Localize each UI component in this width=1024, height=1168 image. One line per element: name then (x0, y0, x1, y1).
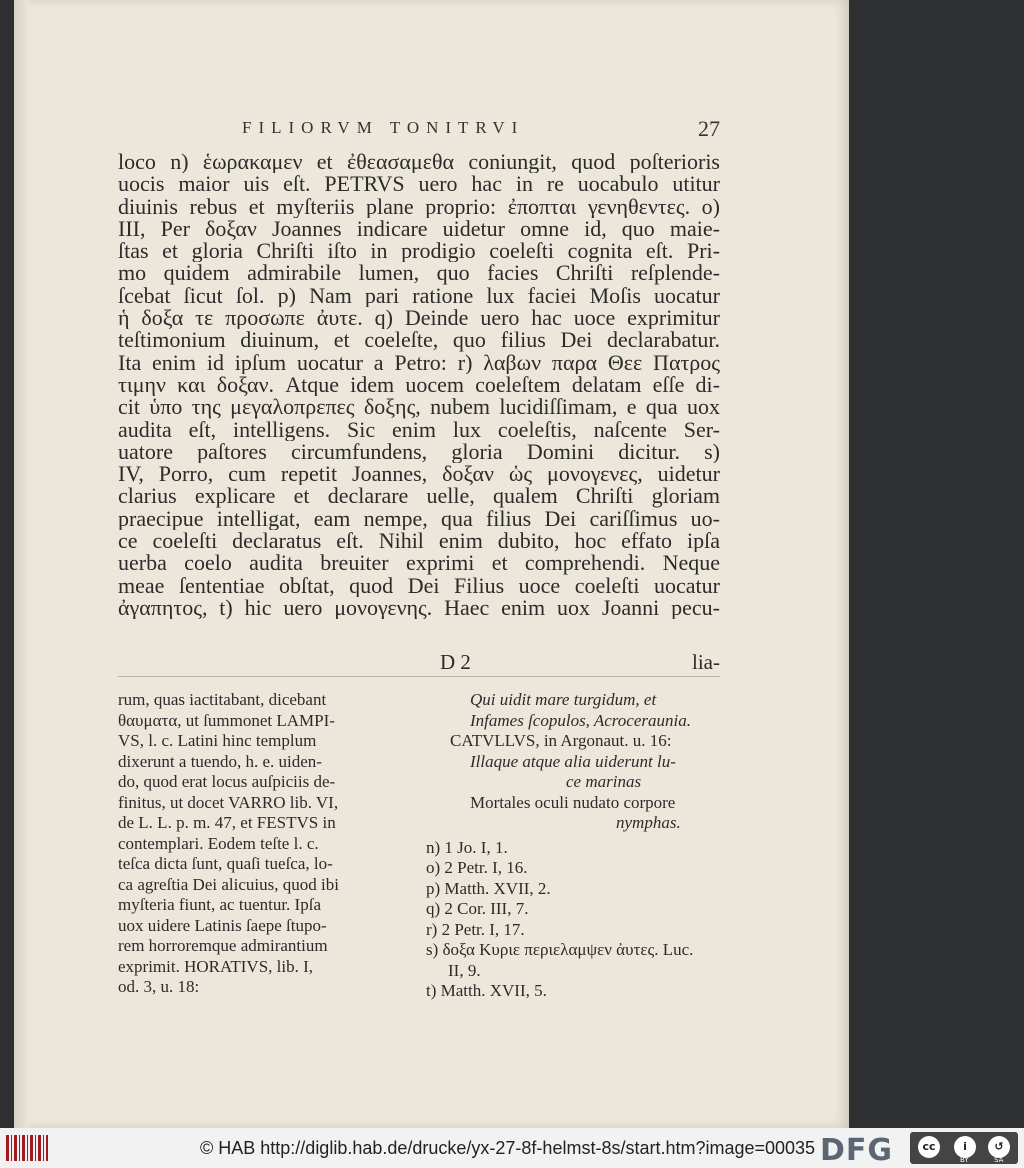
footnote-list (426, 838, 722, 1002)
note-line: rum, quas iactitabant, dicebant (118, 690, 327, 709)
text-line: uatore paſtores circumfundens, gloria Domini dicitur. s) (118, 440, 720, 464)
note-line: contemplari. Eodem teſte l. c. (118, 833, 319, 853)
license-label-sa: SA (994, 1156, 1004, 1164)
text-line: III, Per δοξαν Joannes indicare uidetur omne id, quo maie- (118, 217, 720, 241)
text-line: Ita enim id ipſum uocatur a Petro: r) λαβων παρα Θεε Πατρος (118, 351, 720, 374)
note-line: uox uidere Latinis ſaepe ſtupo- (118, 915, 327, 935)
book-page (14, 0, 849, 1128)
note-line: teſca dicta ſunt, quaſi tueſca, lo- (118, 854, 333, 873)
text-line: meae ſententiae obſtat, quod Dei Filius uoce coeleſti uocatur (118, 574, 720, 597)
note-line: θαυματα, ut ſummonet LAMPI- (118, 710, 335, 730)
text-line: mo quidem admirabile lumen, quo facies Chriſti reſplende- (118, 262, 720, 285)
text-line: ce coeleſti declaratus eſt. Nihil enim dubito, hoc effato ipſa (118, 530, 720, 553)
footnote: II, 9. (448, 960, 481, 980)
text-line: audita eſt, intelligens. Sic enim lux coeleſtis, naſcente Ser- (118, 418, 720, 441)
footnote: n) 1 Jo. I, 1. (426, 837, 508, 857)
note-line: de L. L. p. m. 47, et FESTVS in (118, 813, 336, 832)
text-line: ἡ δοξα τε προσωπε ἀυτε. q) Deinde uero hac uoce exprimitur (118, 307, 720, 330)
note-right-column (426, 690, 722, 1002)
license-badge[interactable] (910, 1132, 1018, 1164)
text-line: τιμην και δοξαν. Atque idem uocem coeleſtem delatam eſſe di- (118, 373, 720, 397)
text-line: praecipue intelligat, eam nempe, qua filius Dei cariſſimus uo- (118, 507, 720, 531)
note-line: exprimit. HORATIVS, lib. I, (118, 956, 314, 976)
catchword: lia- (692, 650, 720, 674)
footnote: t) Matth. XVII, 5. (426, 981, 547, 1000)
note-line: od. 3, u. 18: (118, 977, 200, 996)
text-line: uocis maior uis eſt. PETRVS uero hac in re uocabulo utitur (118, 173, 720, 196)
text-line: ſcebat ſicut ſol. p) Nam pari ratione lux faciei Moſis uocatur (118, 284, 720, 308)
note-line: rem horroremque admirantium (118, 936, 328, 955)
note-line: ca agreſtia Dei alicuius, quod ibi (118, 874, 339, 894)
text-line: loco n) ἑωρακαμεν et ἐθεασαμεθα coniungit, quod poſterioris (118, 151, 720, 174)
page-number: 27 (698, 116, 720, 141)
by-icon: i (954, 1136, 976, 1158)
footnote: q) 2 Cor. III, 7. (426, 899, 529, 918)
text-line: uerba coelo audita breuiter exprimi et comprehendi. Neque (118, 552, 720, 575)
signature-mark: D 2 (440, 650, 471, 674)
note-left-column (118, 690, 408, 998)
footnote: s) δοξα Κυριε περιελαμψεν ἀυτες. Luc. (426, 940, 694, 959)
quote-line: Mortales oculi nudato corpore (470, 792, 676, 812)
text-line: ἀγαπητος, t) hic uero μονογενης. Haec enim uox Joanni pecu- (118, 596, 720, 620)
source-link[interactable]: © HAB http://diglib.hab.de/drucke/yx-27-8f-helmst-8s/start.htm?image=00035 (200, 1138, 816, 1158)
text-line: IV, Porro, cum repetit Joannes, δοξαν ὡς μονογενες, uidetur (118, 463, 720, 486)
page-edge (14, 0, 28, 1128)
sa-icon: ↺ (988, 1136, 1010, 1158)
main-text (118, 151, 720, 619)
text-line: clarius explicare et declarare uelle, qualem Chriſti gloriam (118, 485, 720, 508)
footnote-divider (118, 676, 720, 677)
license-label-by: BY (960, 1156, 969, 1164)
quote-line: Qui uidit mare turgidum, et (470, 690, 657, 709)
text-line: cit ὑπο της μεγαλοπρεπες δοξης, nubem lucidiſſimam, e qua uox (118, 396, 720, 419)
dfg-logo: DFG (820, 1133, 894, 1168)
note-line: do, quod erat locus auſpiciis de- (118, 772, 336, 791)
running-head: FILIORVM TONITRVI (242, 118, 525, 137)
hab-logo-icon (6, 1135, 48, 1161)
quote-line: ce marinas (566, 772, 642, 791)
quote-line: CATVLLVS, in Argonaut. u. 16: (450, 731, 672, 750)
text-line: ſtas et gloria Chriſti iſto in prodigio coeleſti cognita eſt. Pri- (118, 240, 720, 263)
quote-line: Illaque atque alia uiderunt lu- (470, 751, 676, 771)
note-line: finitus, ut docet VARRO lib. VI, (118, 792, 339, 812)
quote-line: nymphas. (616, 813, 681, 832)
viewer-footer (0, 1128, 1024, 1168)
footnote: p) Matth. XVII, 2. (426, 878, 551, 898)
text-line: diuinis rebus et myſteriis plane proprio: ἐποπται γενηθεντες. o) (118, 195, 720, 218)
footnote: r) 2 Petr. I, 17. (426, 919, 525, 939)
note-line: myſteria fiunt, ac tuentur. Ipſa (118, 895, 321, 914)
cc-icon: cc (918, 1136, 940, 1158)
text-line: teſtimonium diuinum, et coeleſte, quo filius Dei declarabatur. (118, 329, 720, 352)
note-line: VS, l. c. Latini hinc templum (118, 731, 317, 750)
note-line: dixerunt a tuendo, h. e. uiden- (118, 751, 322, 771)
quote-line: Infames ſcopulos, Acroceraunia. (470, 710, 691, 730)
footnote: o) 2 Petr. I, 16. (426, 858, 528, 877)
